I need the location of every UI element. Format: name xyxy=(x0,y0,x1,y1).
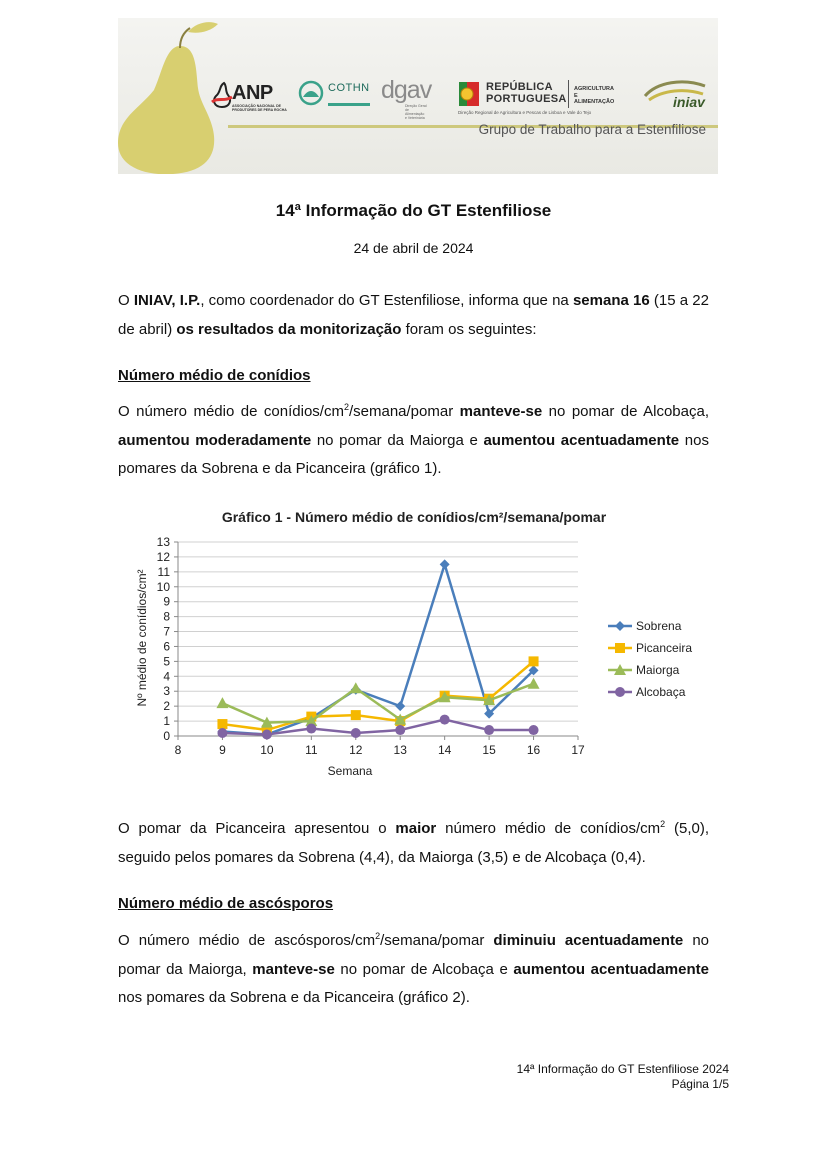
anp-sublabel: ASSOCIAÇÃO NACIONAL DE PRODUTORES DE PERA ROCHA xyxy=(232,104,287,112)
x-tick-label: 17 xyxy=(571,743,585,757)
logo-divider xyxy=(568,80,569,108)
x-tick-label: 11 xyxy=(305,743,318,757)
p4-text-2: /semana/pomar xyxy=(380,932,494,949)
x-tick-label: 13 xyxy=(393,743,407,757)
p4-text-1: O número médio de ascósporos/cm xyxy=(118,932,376,949)
p1-text-3: (15 a 22 de abril) xyxy=(118,292,709,338)
y-tick-label: 7 xyxy=(163,624,170,639)
flag-shield-icon xyxy=(458,80,480,108)
x-tick-label: 12 xyxy=(349,743,363,757)
p1-text-4: foram os seguintes: xyxy=(401,320,537,338)
x-tick-label: 14 xyxy=(437,743,452,757)
data-point xyxy=(440,715,450,725)
x-tick-label: 16 xyxy=(526,743,541,757)
p3-text-3: (5,0), seguido pelos pomares da Sobrena (4,4), da Maiorga (3,5) e de Alcobaça (0,4). xyxy=(118,820,710,866)
data-point xyxy=(351,728,361,738)
y-tick-label: 0 xyxy=(163,729,170,743)
republica-label-2: PORTUGUESA xyxy=(486,93,567,105)
cothn-bar xyxy=(328,103,370,106)
p1-bold-week: semana 16 xyxy=(572,292,650,309)
p4-text-5: nos pomares da Sobrena e da Picanceira (gráfico 2). xyxy=(118,989,470,1006)
iniav-label: iniav xyxy=(673,94,705,110)
footer-doc-title: 14ª Informação do GT Estenfiliose 2024 xyxy=(516,1062,729,1076)
chart-x-axis-label: Semana xyxy=(327,764,373,778)
y-tick-label: 8 xyxy=(163,609,170,624)
p2-text-1: O número médio de conídios/cm xyxy=(118,403,344,420)
p2-bold-3: aumentou acentuadamente xyxy=(483,431,680,449)
p1-bold-results: os resultados da monitorização xyxy=(176,320,402,338)
data-point xyxy=(351,710,361,720)
data-point xyxy=(306,724,316,734)
p2-text-2: /semana/pomar xyxy=(348,403,460,420)
page-footer xyxy=(517,1062,729,1092)
x-tick-label: 8 xyxy=(174,743,182,757)
data-point xyxy=(350,682,362,693)
p2-text-3: no pomar de Alcobaça, xyxy=(542,403,709,420)
p4-bold-3: aumentou acentuadamente xyxy=(513,960,709,978)
intro-paragraph xyxy=(118,287,709,344)
data-point xyxy=(484,725,494,735)
y-tick-label: 3 xyxy=(163,684,170,699)
republica-label-1: REPÚBLICA xyxy=(486,81,553,93)
data-point xyxy=(615,643,625,653)
footer-page-number: Página 1/5 xyxy=(671,1077,729,1091)
p4-superscript: 2 xyxy=(375,931,381,941)
y-tick-label: 10 xyxy=(156,579,170,594)
cothn-leaf-icon xyxy=(298,80,324,106)
p3-text-2: número médio de conídios/cm xyxy=(436,820,661,837)
p1-text-2: , como coordenador do GT Estenfiliose, informa que na xyxy=(200,292,573,309)
data-point xyxy=(262,730,272,740)
chart-grid xyxy=(178,542,578,721)
p4-bold-1: diminuiu acentuadamente xyxy=(493,932,684,949)
series-line xyxy=(222,564,533,734)
p1-bold-iniav: INIAV, I.P. xyxy=(133,292,201,309)
y-tick-label: 13 xyxy=(156,535,170,549)
p4-text-4: no pomar de Alcobaça e xyxy=(334,960,514,978)
data-point xyxy=(615,687,625,697)
legend-label: Alcobaça xyxy=(636,685,686,699)
p3-bold-maior: maior xyxy=(395,820,437,837)
legend-label: Sobrena xyxy=(636,619,682,633)
p4-bold-2: manteve-se xyxy=(252,960,335,978)
y-tick-label: 5 xyxy=(163,654,170,669)
p2-bold-1: manteve-se xyxy=(459,403,543,420)
conidios-line-chart xyxy=(118,500,718,785)
anp-pear-icon xyxy=(210,80,234,108)
chart-title: Gráfico 1 - Número médio de conídios/cm²/semana/pomar xyxy=(221,509,607,525)
agricultura-label-1: AGRICULTURA xyxy=(574,86,614,92)
p2-superscript: 2 xyxy=(343,402,349,412)
p2-text-5: nos pomares da Sobrena e da Picanceira (gráfico 1). xyxy=(118,431,709,477)
y-tick-label: 11 xyxy=(157,564,170,579)
y-tick-label: 9 xyxy=(163,594,170,609)
legend-label: Picanceira xyxy=(636,641,693,655)
x-tick-label: 9 xyxy=(219,743,226,757)
ranking-paragraph xyxy=(118,815,709,872)
drap-label: Direção Regional de Agricultura e Pescas de Lisboa e Vale do Tejo xyxy=(458,110,592,115)
conidios-paragraph xyxy=(118,398,709,484)
y-tick-label: 6 xyxy=(163,639,170,654)
data-point xyxy=(395,725,405,735)
p1-text-1: O xyxy=(118,292,134,309)
data-point xyxy=(615,621,625,631)
data-point xyxy=(529,656,539,666)
legend-label: Maiorga xyxy=(636,663,680,677)
y-tick-label: 1 xyxy=(163,714,170,729)
data-point xyxy=(528,678,540,689)
p2-bold-2: aumentou moderadamente xyxy=(118,431,312,449)
series-maiorga xyxy=(216,678,539,728)
y-tick-label: 2 xyxy=(163,699,170,714)
data-point xyxy=(216,697,228,708)
data-point xyxy=(529,725,539,735)
p3-text-1: O pomar da Picanceira apresentou o xyxy=(118,820,396,837)
document-title: 14ª Informação do GT Estenfiliose xyxy=(275,201,552,220)
data-point xyxy=(440,559,450,569)
anp-label: ANP xyxy=(232,82,273,104)
chart-legend xyxy=(608,619,692,699)
header-banner xyxy=(118,18,718,174)
dgav-sublabel: Direção Geral de Alimentação e Veterinária xyxy=(405,104,427,120)
p4-text-3: no pomar da Maiorga, xyxy=(118,932,710,978)
section-heading-conidios: Número médio de conídios xyxy=(118,367,311,384)
x-tick-label: 15 xyxy=(482,743,496,757)
agricultura-label-2: E ALIMENTAÇÃO xyxy=(574,93,615,105)
cothn-label: COTHN xyxy=(328,82,370,94)
data-point xyxy=(217,728,227,738)
data-point xyxy=(217,719,227,729)
document-date: 24 de abril de 2024 xyxy=(353,240,474,256)
chart-y-axis-label: Nº médio de conídios/cm² xyxy=(135,569,149,707)
section-heading-ascosporos: Número médio de ascósporos xyxy=(118,895,334,912)
p2-text-4: no pomar da Maiorga e xyxy=(311,431,484,449)
banner-subtitle: Grupo de Trabalho para a Estenfiliose xyxy=(478,122,706,137)
p3-superscript: 2 xyxy=(660,819,666,829)
x-tick-label: 10 xyxy=(260,743,274,757)
data-point xyxy=(395,701,405,711)
dgav-label: dgav xyxy=(381,76,432,104)
y-tick-label: 12 xyxy=(156,549,170,564)
ascosporos-paragraph xyxy=(118,927,709,1013)
y-tick-label: 4 xyxy=(163,669,170,684)
